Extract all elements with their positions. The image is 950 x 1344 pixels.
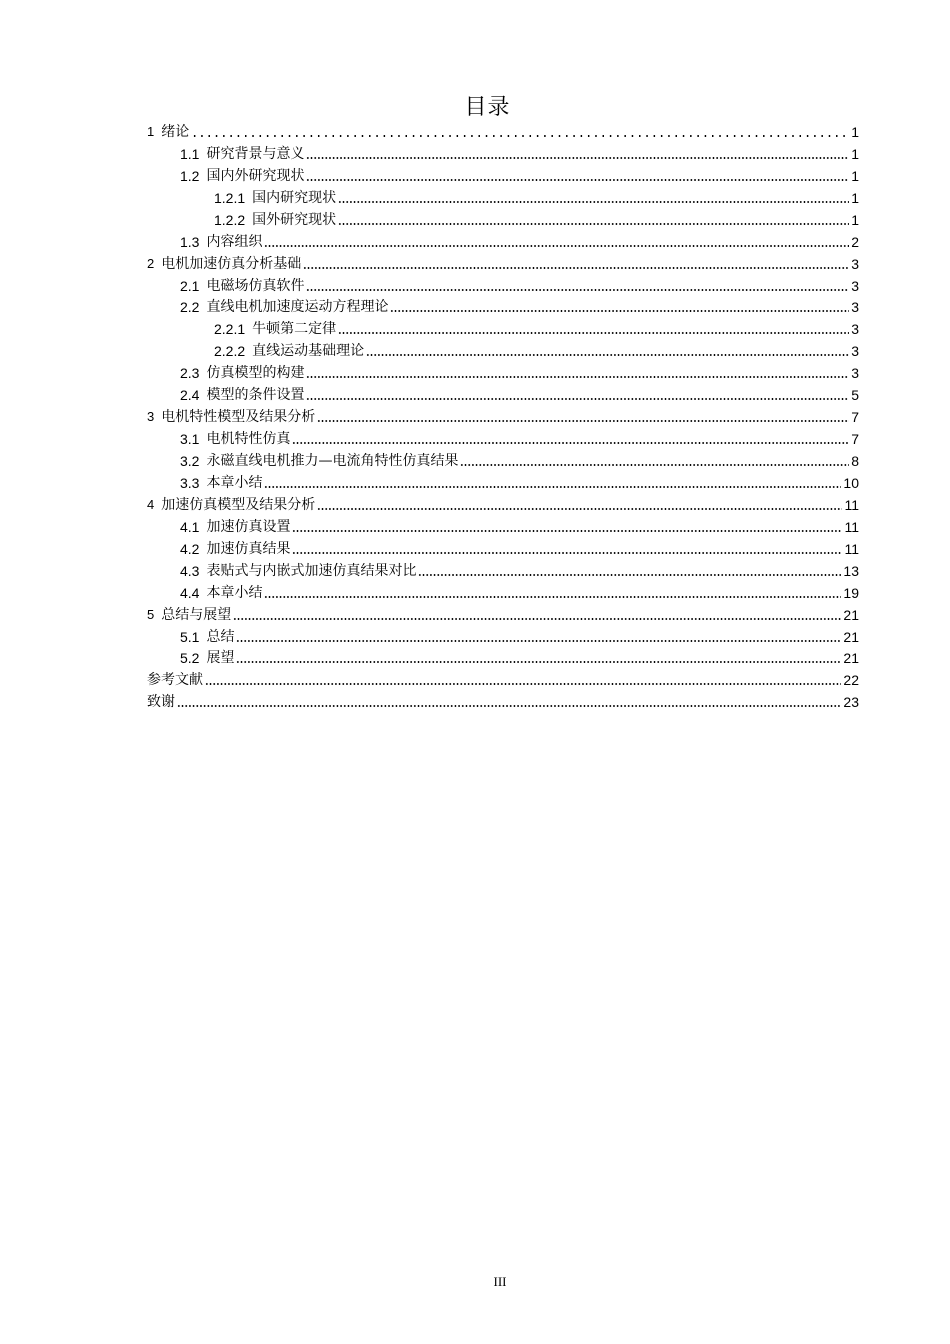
toc-entry-number: 1.1 xyxy=(180,145,200,162)
toc-entry-number: 1 xyxy=(147,123,155,139)
toc-entry-title: 加速仿真设置 xyxy=(206,518,291,535)
toc-entry-number: 3.2 xyxy=(180,453,200,470)
toc-entry-title: 国外研究现状 xyxy=(252,211,337,228)
dot-leader xyxy=(292,544,842,558)
toc-entry-title: 仿真模型的构建 xyxy=(206,365,305,382)
dot-leader xyxy=(233,610,841,624)
dot-leader xyxy=(306,368,849,382)
toc-entry-number: 4 xyxy=(147,496,155,512)
toc-entry[interactable] xyxy=(147,209,859,231)
toc-entry-title: 国内研究现状 xyxy=(252,189,337,206)
toc-entry-number: 2.2.2 xyxy=(214,343,246,360)
toc-entry-title: 电磁场仿真软件 xyxy=(206,277,305,294)
toc-entry-title: 展望 xyxy=(206,650,235,667)
toc-entry[interactable] xyxy=(147,516,859,538)
toc-entry-number: 1.2.2 xyxy=(214,211,246,228)
toc-entry[interactable] xyxy=(147,165,859,187)
toc-entry-title: 国内外研究现状 xyxy=(206,167,305,184)
toc-entry-title: 研究背景与意义 xyxy=(206,145,305,162)
toc-entry-title: 加速仿真结果 xyxy=(206,540,291,557)
toc-entry[interactable] xyxy=(147,362,859,384)
dot-leader xyxy=(390,302,849,316)
toc-entry-title: 加速仿真模型及结果分析 xyxy=(161,496,316,513)
toc-entry-page: 21 xyxy=(843,606,859,623)
toc-title: 目录 xyxy=(464,95,511,120)
toc-entry-number: 5 xyxy=(147,606,155,622)
dot-leader xyxy=(338,215,849,229)
toc-entry-number: 4.3 xyxy=(180,562,200,579)
dot-leader xyxy=(306,149,849,163)
toc-entry-page: 3 xyxy=(851,321,859,338)
toc-entry-number: 2.2 xyxy=(180,299,200,316)
toc-entry[interactable] xyxy=(147,275,859,297)
dot-leader xyxy=(306,390,849,404)
dot-leader xyxy=(191,127,849,141)
toc-entry-page: 22 xyxy=(843,672,859,689)
toc-entry-page: 1 xyxy=(851,123,859,140)
toc-entry-page: 21 xyxy=(843,628,859,645)
toc-entry-number: 2.3 xyxy=(180,365,200,382)
toc-entry-title: 参考文献 xyxy=(147,672,203,689)
toc-entry-page: 10 xyxy=(843,474,859,491)
toc-entry-number: 4.4 xyxy=(180,584,200,601)
dot-leader xyxy=(264,588,841,602)
toc-entry-title: 绪论 xyxy=(161,123,190,140)
toc-entry-page: 3 xyxy=(851,343,859,360)
dot-leader xyxy=(292,522,842,536)
toc-entry-title: 电机特性模型及结果分析 xyxy=(161,409,316,426)
dot-leader xyxy=(303,259,849,273)
toc-entry[interactable] xyxy=(147,648,859,670)
toc-entry-title: 本章小结 xyxy=(206,584,263,601)
dot-leader xyxy=(236,653,841,667)
dot-leader xyxy=(205,675,841,689)
toc-entry-title: 本章小结 xyxy=(206,474,263,491)
dot-leader xyxy=(317,500,842,514)
dot-leader xyxy=(338,193,849,207)
toc-entry-number: 2.4 xyxy=(180,387,200,404)
toc-entry-number: 5.1 xyxy=(180,628,200,645)
toc-entry-page: 8 xyxy=(851,453,859,470)
toc-entry[interactable] xyxy=(147,406,859,428)
toc-entry[interactable] xyxy=(147,428,859,450)
toc-entry[interactable] xyxy=(147,582,859,604)
page-number: III xyxy=(493,1274,507,1289)
toc-entry-page: 11 xyxy=(844,496,859,513)
toc-entry[interactable] xyxy=(147,384,859,406)
dot-leader xyxy=(418,566,841,580)
toc-entry[interactable] xyxy=(147,143,859,165)
toc-entry-page: 21 xyxy=(843,650,859,667)
dot-leader xyxy=(264,478,841,492)
dot-leader xyxy=(338,324,849,338)
toc-entry-page: 23 xyxy=(843,694,859,711)
toc-entry-title: 永磁直线电机推力—电流角特性仿真结果 xyxy=(206,453,459,470)
toc-entry[interactable] xyxy=(147,318,859,340)
toc-entry-page: 1 xyxy=(851,189,859,206)
toc-entry[interactable] xyxy=(147,450,859,472)
table-of-contents xyxy=(147,121,859,713)
toc-entry-page: 11 xyxy=(844,540,859,557)
toc-entry[interactable] xyxy=(147,669,859,691)
toc-entry[interactable] xyxy=(147,626,859,648)
toc-entry-number: 1.2.1 xyxy=(214,189,246,206)
toc-entry-page: 3 xyxy=(851,365,859,382)
dot-leader xyxy=(306,281,849,295)
toc-entry-page: 3 xyxy=(851,299,859,316)
toc-entry[interactable] xyxy=(147,231,859,253)
toc-entry-number: 2 xyxy=(147,255,155,271)
toc-entry-number: 3 xyxy=(147,409,155,425)
toc-entry[interactable] xyxy=(147,472,859,494)
toc-entry-number: 3.3 xyxy=(180,474,200,491)
toc-entry-page: 11 xyxy=(844,518,859,535)
toc-entry-number: 2.1 xyxy=(180,277,200,294)
toc-entry-page: 13 xyxy=(843,562,859,579)
toc-entry-number: 3.1 xyxy=(180,431,200,448)
toc-entry[interactable] xyxy=(147,253,859,275)
toc-entry-title: 总结与展望 xyxy=(161,606,232,623)
toc-entry[interactable] xyxy=(147,121,859,143)
toc-entry-page: 1 xyxy=(851,167,859,184)
toc-entry[interactable] xyxy=(147,538,859,560)
toc-entry-title: 直线电机加速度运动方程理论 xyxy=(206,299,389,316)
dot-leader xyxy=(264,237,849,251)
toc-entry[interactable] xyxy=(147,297,859,319)
toc-entry-page: 1 xyxy=(851,145,859,162)
toc-entry-page: 19 xyxy=(843,584,859,601)
toc-entry-title: 总结 xyxy=(206,628,235,645)
toc-entry-number: 4.2 xyxy=(180,540,200,557)
toc-entry-number: 1.3 xyxy=(180,233,200,250)
toc-entry-page: 5 xyxy=(851,387,859,404)
toc-entry-title: 内容组织 xyxy=(206,233,263,250)
toc-entry-number: 4.1 xyxy=(180,518,200,535)
toc-entry[interactable] xyxy=(147,560,859,582)
toc-entry-page: 1 xyxy=(851,211,859,228)
toc-entry-number: 1.2 xyxy=(180,167,200,184)
toc-entry-number: 2.2.1 xyxy=(214,321,246,338)
dot-leader xyxy=(317,412,849,426)
dot-leader xyxy=(236,632,841,646)
toc-entry-title: 电机加速仿真分析基础 xyxy=(161,255,302,272)
toc-entry[interactable] xyxy=(147,691,859,713)
toc-entry-page: 7 xyxy=(851,409,859,426)
toc-entry-page: 3 xyxy=(851,255,859,272)
toc-entry-page: 7 xyxy=(851,431,859,448)
dot-leader xyxy=(177,697,841,711)
toc-entry-page: 3 xyxy=(851,277,859,294)
toc-entry-title: 电机特性仿真 xyxy=(206,431,291,448)
toc-entry-number: 5.2 xyxy=(180,650,200,667)
toc-entry[interactable] xyxy=(147,494,859,516)
toc-entry-title: 表贴式与内嵌式加速仿真结果对比 xyxy=(206,562,417,579)
toc-entry-page: 2 xyxy=(851,233,859,250)
dot-leader xyxy=(306,171,849,185)
toc-entry-title: 致谢 xyxy=(147,694,175,711)
toc-entry-title: 直线运动基础理论 xyxy=(252,343,365,360)
toc-entry-title: 模型的条件设置 xyxy=(206,387,305,404)
dot-leader xyxy=(460,456,849,470)
toc-entry[interactable] xyxy=(147,340,859,362)
toc-entry[interactable] xyxy=(147,187,859,209)
dot-leader xyxy=(366,346,849,360)
toc-entry[interactable] xyxy=(147,604,859,626)
dot-leader xyxy=(292,434,849,448)
toc-entry-title: 牛顿第二定律 xyxy=(252,321,337,338)
